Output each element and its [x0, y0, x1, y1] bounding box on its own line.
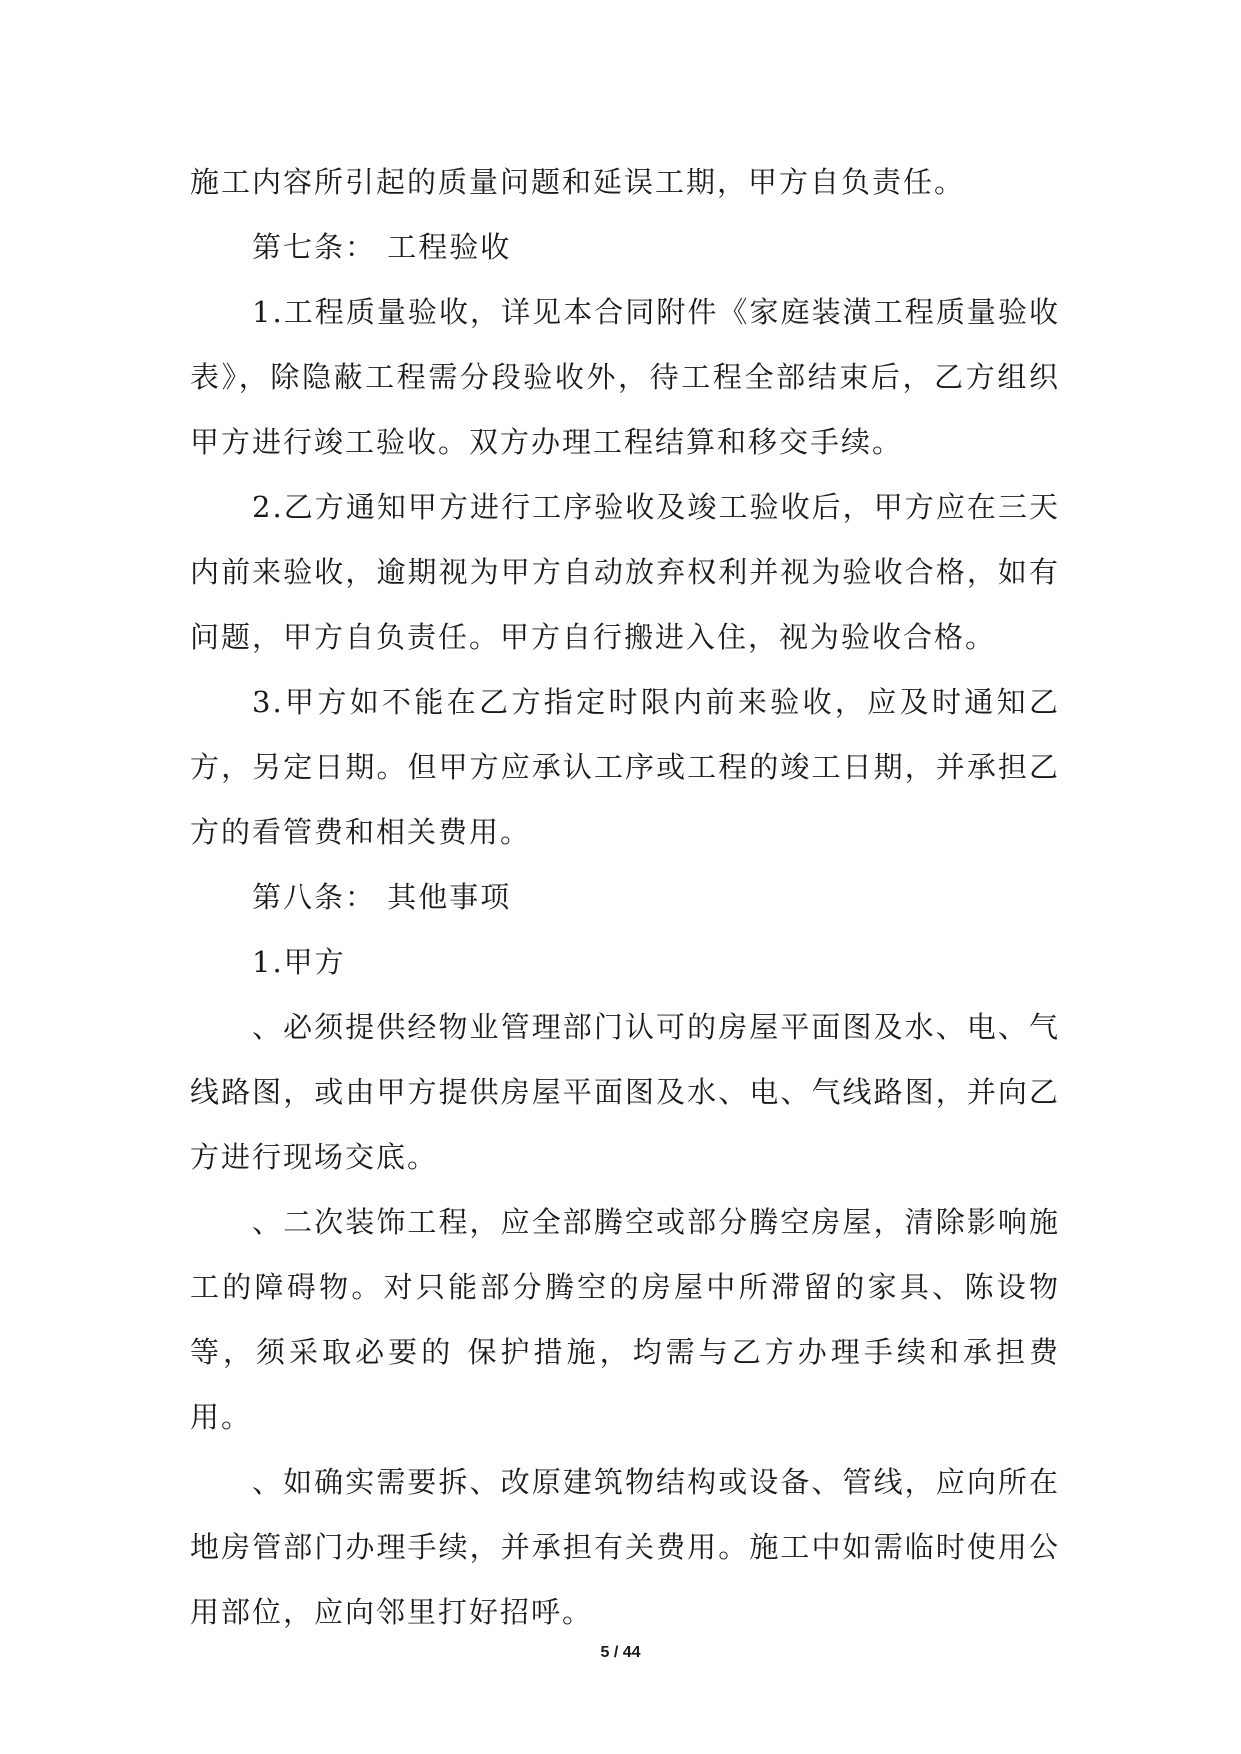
paragraph-continuation: 施工内容所引起的质量问题和延误工期，甲方自负责任。	[190, 165, 966, 199]
article-7-item-1: 1.工程质量验收，详见本合同附件《家庭装潢工程质量验收表》，除隐蔽工程需分段验收外，待工程全部结束后，乙方组织甲方进行竣工验收。双方办理工程结算和移交手续。	[190, 295, 1060, 459]
article-8-clause-b: 、二次装饰工程，应全部腾空或部分腾空房屋，清除影响施工的障碍物。对只能部分腾空的房屋中所滞留的家具、陈设物等，须采取必要的 保护措施，均需与乙方办理手续和承担费用。	[190, 1205, 1060, 1434]
article-7-item-2: 2.乙方通知甲方进行工序验收及竣工验收后，甲方应在三天内前来验收，逾期视为甲方自动放弃权利并视为验收合格，如有问题，甲方自负责任。甲方自行搬进入住，视为验收合格。	[190, 490, 1060, 654]
article-8-clause-c: 、如确实需要拆、改原建筑物结构或设备、管线，应向所在地房管部门办理手续，并承担有关费用。施工中如需临时使用公用部位，应向邻里打好招呼。	[190, 1465, 1060, 1629]
article-8-heading: 第八条： 其他事项	[252, 880, 512, 914]
article-8-item-1: 1.甲方	[252, 945, 346, 979]
article-7-item-3: 3.甲方如不能在乙方指定时限内前来验收，应及时通知乙方，另定日期。但甲方应承认工序或工程的竣工日期，并承担乙方的看管费和相关费用。	[190, 685, 1060, 849]
article-8-clause-a: 、必须提供经物业管理部门认可的房屋平面图及水、电、气线路图，或由甲方提供房屋平面图及水、电、气线路图，并向乙方进行现场交底。	[190, 1010, 1060, 1174]
page-number: 5 / 44	[600, 1644, 641, 1661]
article-7-heading: 第七条： 工程验收	[252, 230, 512, 264]
body-text	[190, 150, 1060, 1645]
